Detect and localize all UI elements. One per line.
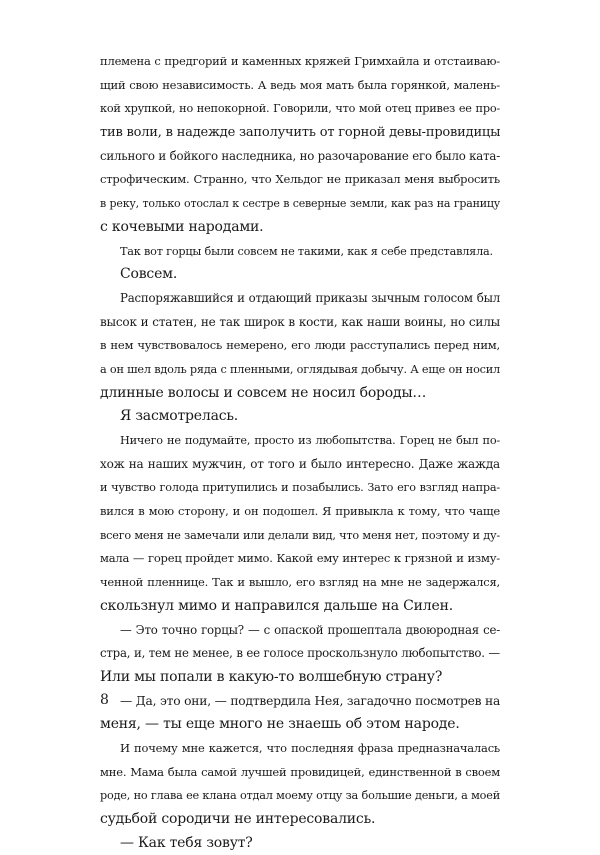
- text-line: с кочевыми народами.: [100, 218, 264, 235]
- text-line: вился в мою сторону, и он подошел. Я привыкла к тому, что чаще: [100, 504, 500, 519]
- text-line: а он шел вдоль ряда с пленными, оглядывая добычу. А еще он носил: [100, 362, 500, 376]
- text-line: судьбой сородичи не интересовались.: [100, 811, 376, 827]
- text-line: кой хрупкой, но непокорной. Говорили, что мой отец привез ее про-: [100, 102, 500, 116]
- text-line: Или мы попали в какую-то волшебную страну?: [100, 668, 443, 685]
- text-line: тив воли, в надежде заполучить от горной девы-провидицы: [100, 125, 501, 141]
- text-line: Так вот горцы были совсем не такими, как я себе представляла.: [120, 244, 493, 258]
- page-number: 8: [100, 692, 109, 708]
- text-line: щий свою независимость. А ведь моя мать была горянкой, малень-: [100, 77, 500, 92]
- text-line: сильного и бойкого наследника, но разочарование его было ката-: [100, 148, 500, 163]
- text-line: Ничего не подумайте, просто из любопытства. Горец не был по-: [120, 434, 500, 447]
- text-line: хож на наших мужчин, от того и было интересно. Даже жажда: [100, 456, 500, 471]
- text-line: в реку, только отослал к сестре в северные земли, как раз на границу: [100, 197, 500, 211]
- text-line: высок и статен, не так широк в кости, как наши воины, но силы: [100, 314, 500, 329]
- text-line: — Это точно горцы? — с опаской прошептала двоюродная се-: [120, 622, 500, 637]
- text-line: Я засмотрелась.: [120, 408, 239, 425]
- text-line: роде, но глава ее клана отдал моему отцу за большие деньги, а моей: [100, 789, 500, 803]
- text-line: племена с предгорий и каменных кряжей Гримхайла и отстаиваю-: [100, 54, 500, 68]
- text-line: всего меня не замечали или делали вид, что меня нет, поэтому и ду-: [100, 528, 500, 542]
- text-line: Распоряжавшийся и отдающий приказы зычным голосом был: [120, 290, 500, 305]
- text-line: — Да, это они, — подтвердила Нея, загадочно посмотрев на: [120, 693, 501, 708]
- text-line: скользнул мимо и направился дальше на Силен.: [100, 597, 453, 614]
- text-line: длинные волосы и совсем не носил бороды…: [100, 384, 427, 401]
- text-line: Совсем.: [120, 266, 178, 283]
- body-text: [100, 50, 500, 855]
- text-line: меня, — ты еще много не знаешь об этом народе.: [100, 716, 460, 733]
- text-line: ченной пленнице. Так и вышло, его взгляд на мне не задержался,: [100, 575, 500, 590]
- text-line: мала — горец пройдет мимо. Какой ему интерес к грязной и изму-: [100, 551, 500, 566]
- text-line: стра, и, тем не менее, в ее голосе проскользнуло любопытство. —: [100, 646, 500, 661]
- text-line: мне. Мама была самой лучшей провидицей, единственной в своем: [100, 764, 500, 779]
- text-line: и чувство голода притупились и позабылись. Зато его взгляд напра-: [100, 481, 500, 495]
- text-line: И почему мне кажется, что последняя фраза предназначалась: [120, 740, 500, 755]
- text-line: строфическим. Странно, что Хельдог не приказал меня выбросить: [100, 172, 500, 187]
- text-line: — Как тебя зовут?: [120, 834, 253, 851]
- text-line: в нем чувствовалось немерено, его люди расступались перед ним,: [100, 338, 500, 353]
